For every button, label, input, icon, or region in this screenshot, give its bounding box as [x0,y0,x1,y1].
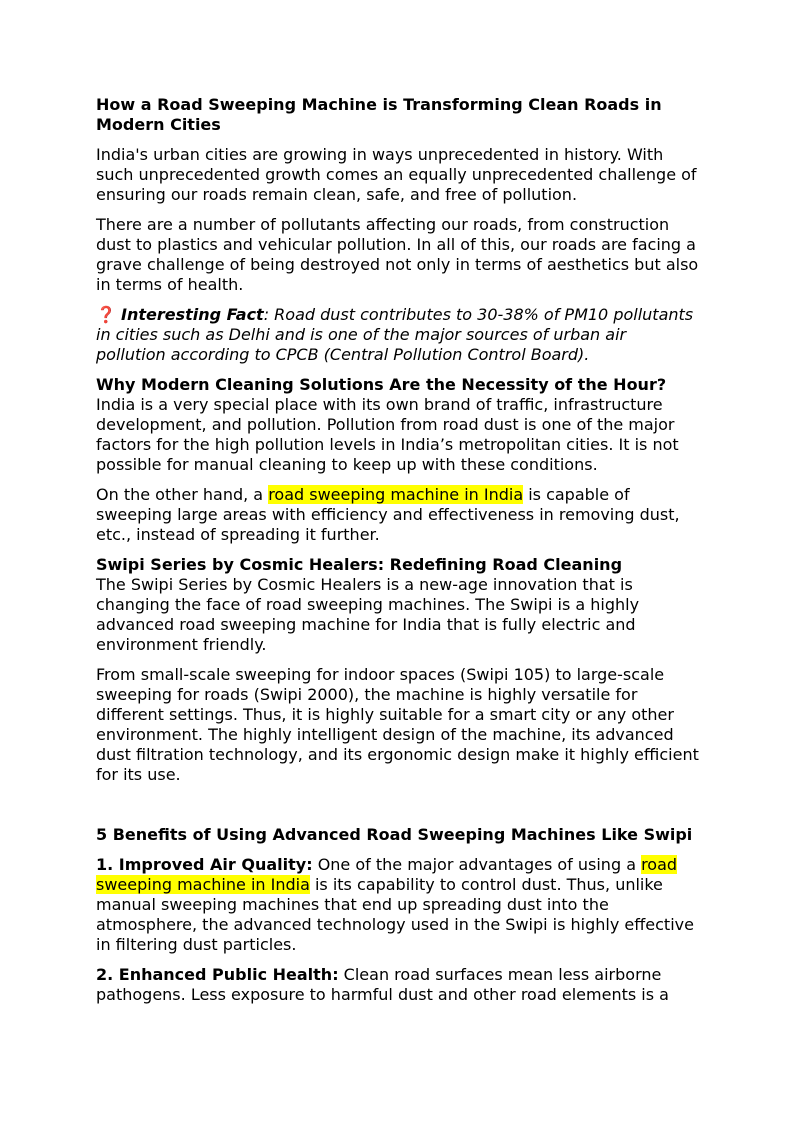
section-heading-benefits: 5 Benefits of Using Advanced Road Sweeping Machines Like Swipi [96,825,693,844]
text-segment: is its capability to control dust. Thus, unlike manual sweeping machines that end up spreading dust into the atmosphere, the advanced technology used in the Swipi is highly effective in filtering dust particles. [96,875,694,954]
benefit-2-lead: 2. Enhanced Public Health: [96,965,339,984]
text-segment: One of the major advantages of using a [312,855,642,874]
section-swipi-paragraph-2: From small-scale sweeping for indoor spaces (Swipi 105) to large-scale sweeping for roads (Swipi 2000), the machine is highly versatile for different settings. Thus, it is highly suitable for a smart city or any other environment. The highly intelligent design of the machine, its advanced dust filtration technology, and its ergonomic design make it highly efficient for its use. [96,665,699,784]
section-swipi [96,555,700,655]
intro-paragraph-2: There are a number of pollutants affecting our roads, from construction dust to plastics and vehicular pollution. In all of this, our roads are facing a grave challenge of being destroyed not only in terms of aesthetics but also in terms of health. [96,215,699,294]
benefit-1-lead: 1. Improved Air Quality: [96,855,313,874]
highlighted-link[interactable]: road sweeping machine in India [96,855,678,894]
section-why-body: India is a very special place with its own brand of traffic, infrastructure development, and pollution. Pollution from road dust is one of the major factors for the high pollution levels in India’s metropolitan cities. It is not possible for manual cleaning to keep up with these conditions. [96,395,679,474]
fact-label: Interesting Fact [121,305,264,324]
article-title: How a Road Sweeping Machine is Transforming Clean Roads in Modern Cities [96,95,662,134]
text-segment: Clean road surfaces mean less airborne pathogens. Less exposure to harmful dust and other road elements is a [96,965,669,1004]
section-swipi-body: The Swipi Series by Cosmic Healers is a new-age innovation that is changing the face of road sweeping machines. The Swipi is a highly advanced road sweeping machine for India that is fully electric and environment friendly. [96,575,640,654]
section-heading-why: Why Modern Cleaning Solutions Are the Necessity of the Hour? [96,375,667,394]
benefit-2 [96,965,700,1005]
benefit-1 [96,855,700,955]
text-segment: is capable of sweeping large areas with efficiency and effectiveness in removing dust, etc., instead of spreading it further. [96,485,680,544]
section-why-modern [96,375,700,475]
fact-text: : Road dust contributes to 30-38% of PM10 pollutants in cities such as Delhi and is one of the major sources of urban air pollution according to CPCB (Central Pollution Control Board). [96,305,694,364]
section-heading-swipi: Swipi Series by Cosmic Healers: Redefining Road Cleaning [96,555,623,574]
spacer [96,795,700,825]
intro-paragraph-1: India's urban cities are growing in ways unprecedented in history. With such unprecedented growth comes an equally unprecedented challenge of ensuring our roads remain clean, safe, and free of pollution. [96,145,697,204]
interesting-fact [96,305,700,365]
section-why-paragraph-2 [96,485,700,545]
highlighted-link[interactable]: road sweeping machine in India [268,485,524,504]
question-icon: ❓ [96,305,116,324]
text-segment: On the other hand, a [96,485,269,504]
